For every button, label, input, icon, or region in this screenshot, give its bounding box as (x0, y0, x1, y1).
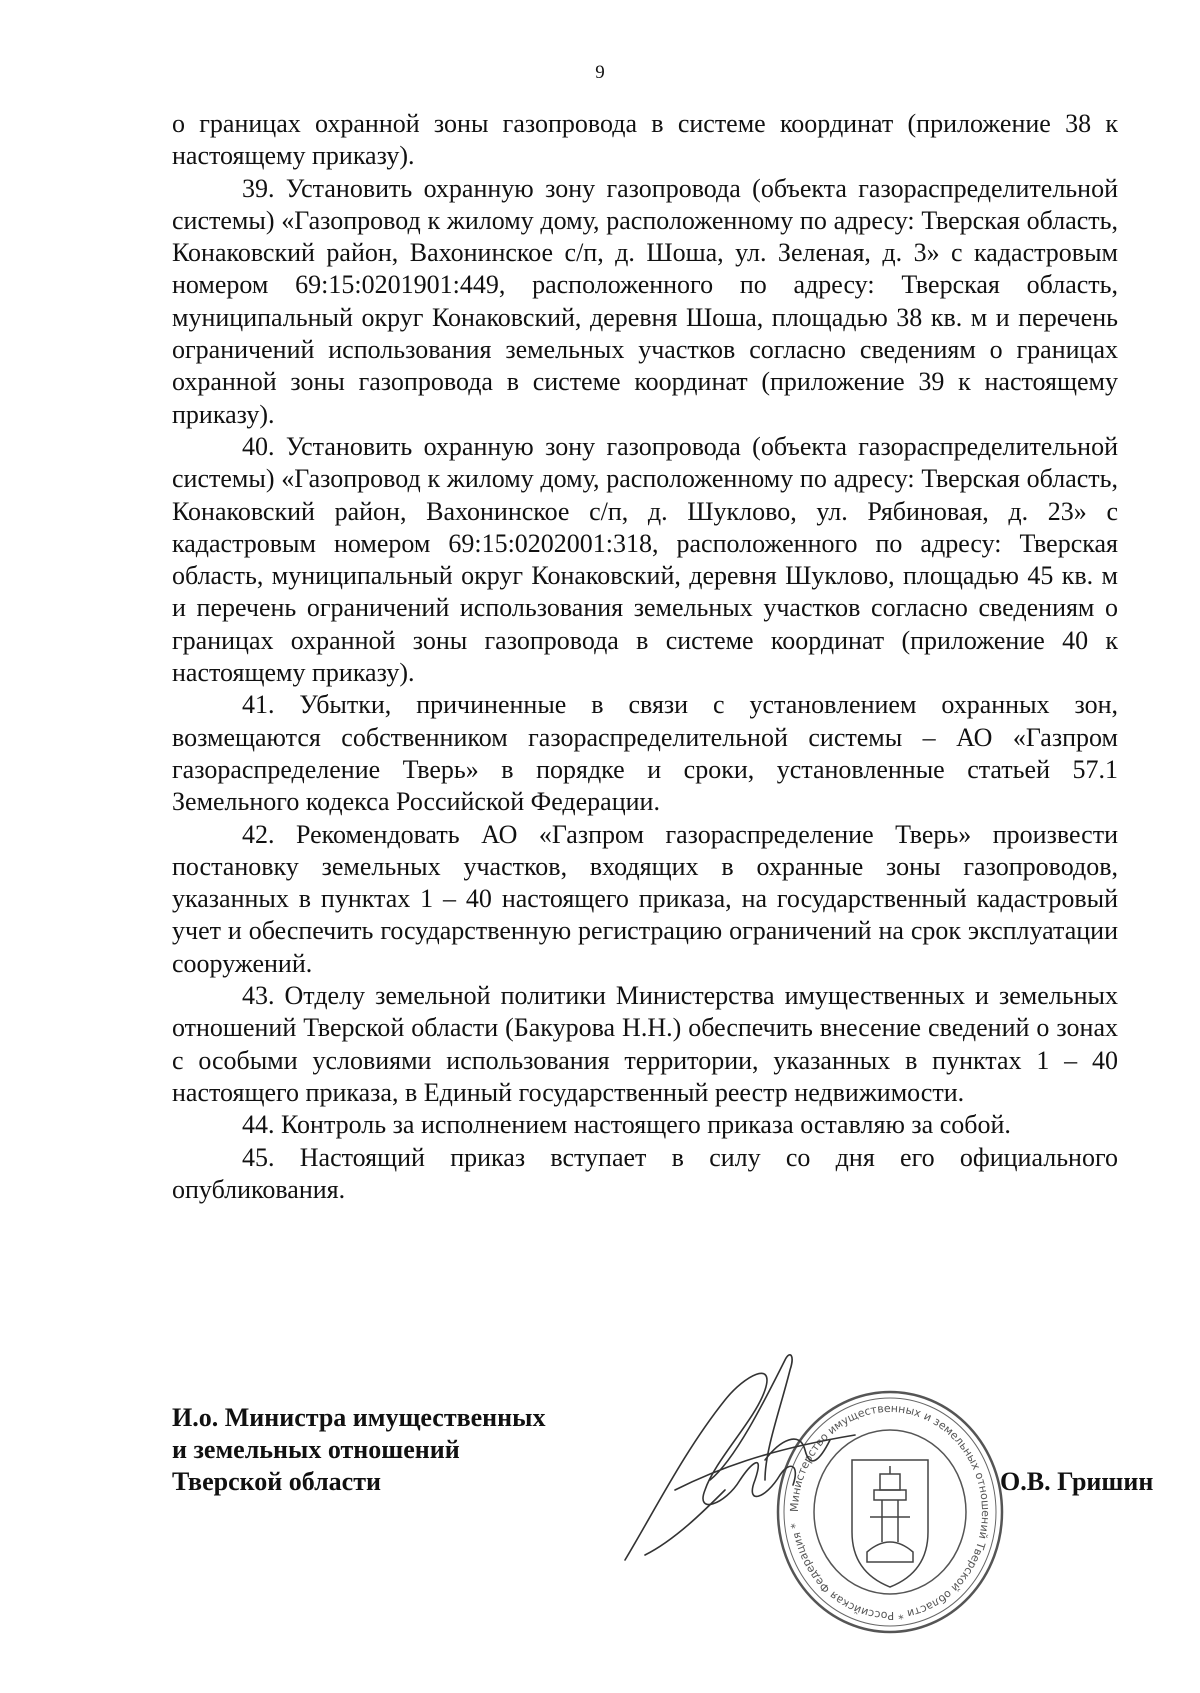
signatory-title-line: Тверской области (172, 1467, 381, 1496)
signatory-title-line: и земельных отношений (172, 1435, 460, 1464)
page-number: 9 (595, 62, 605, 83)
signatory-title (172, 1402, 545, 1498)
paragraph-item-39: 39. Установить охранную зону газопровода (объекта газораспределительной системы) «Газопровод к жилому дому, расположенному по адресу: Тверская область, Конаковский район, Вахонинское с/п, д. Шоша, ул. Зеленая, д. 3» с кадастровым номером 69:15:0201901:449, расположенного по адресу: Тверская область, муниципальный округ Конаковский, деревня Шоша, площадью 38 кв. м и перечень ограничений использования земельных участков согласно сведениям о границах охранной зоны газопровода в системе координат (приложение 39 к настоящему приказу). (172, 173, 1118, 429)
signatory-title-line: И.о. Министра имущественных (172, 1403, 546, 1432)
seal-ring-text: Министерство имущественных и земельных отношений Тверской области * Российская Федерация * (787, 1401, 993, 1623)
signatory-name: О.В. Гришин (1000, 1467, 1154, 1496)
document-body (172, 108, 1118, 1206)
paragraph-item-44: 44. Контроль за исполнением настоящего приказа оставляю за собой. (242, 1110, 1011, 1140)
paragraph-item-45: 45. Настоящий приказ вступает в силу со дня его официального опубликования. (172, 1142, 1118, 1204)
paragraph-continuation: о границах охранной зоны газопровода в системе координат (приложение 38 к настоящему приказу). (172, 109, 1118, 171)
handwritten-signature (615, 1340, 875, 1580)
paragraph-item-41: 41. Убытки, причиненные в связи с установлением охранных зон, возмещаются собственником газораспределительной системы – АО «Газпром газораспределение Тверь» в порядке и сроки, установленные статьей 57.1 Земельного кодекса Российской Федерации. (172, 690, 1118, 817)
paragraph-item-42: 42. Рекомендовать АО «Газпром газораспределение Тверь» произвести постановку земельных участков, входящих в охранные зоны газопроводов, указанных в пунктах 1 – 40 настоящего приказа, на государственный кадастровый учет и обеспечить государственную регистрацию ограничений на срок эксплуатации сооружений. (172, 819, 1118, 978)
paragraph-item-43: 43. Отделу земельной политики Министерства имущественных и земельных отношений Тверской области (Бакурова Н.Н.) обеспечить внесение сведений о зонах с особыми условиями использования территории, указанных в пунктах 1 – 40 настоящего приказа, в Единый государственный реестр недвижимости. (172, 981, 1118, 1107)
paragraph-item-40: 40. Установить охранную зону газопровода (объекта газораспределительной системы) «Газопровод к жилому дому, расположенному по адресу: Тверская область, Конаковский район, Вахонинское с/п, д. Шуклово, ул. Рябиновая, д. 23» с кадастровым номером 69:15:0202001:318, расположенного по адресу: Тверская область, муниципальный округ Конаковский, деревня Шуклово, площадью 45 кв. м и перечень ограничений использования земельных участков согласно сведениям о границах охранной зоны газопровода в системе координат (приложение 40 к настоящему приказу). (172, 431, 1118, 688)
